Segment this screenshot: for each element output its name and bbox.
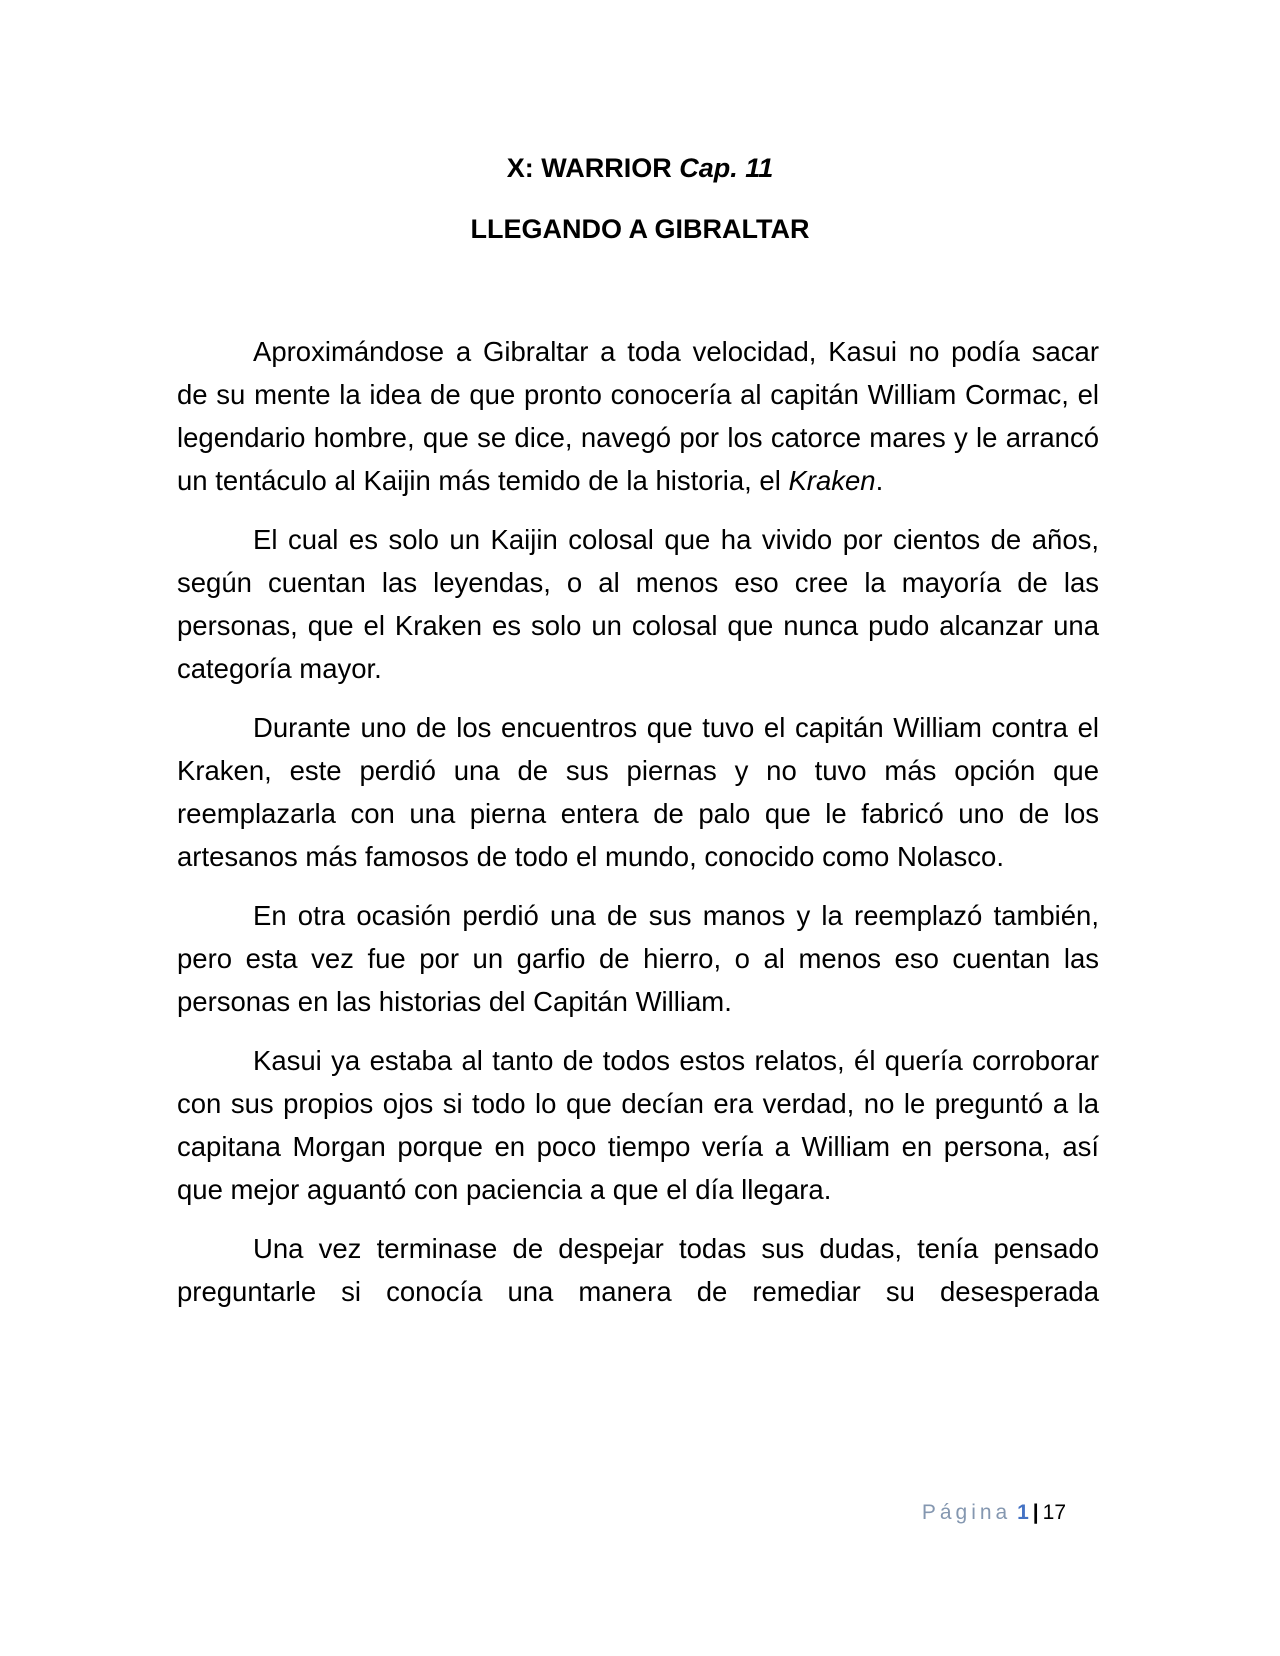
chapter-title: [0, 151, 1280, 185]
page-total: 17: [1042, 1501, 1066, 1524]
paragraph-1: Aproximándose a Gibraltar a toda velocidad, Kasui no podía sacar de su mente la idea de que pronto conocería al capitán William Cormac, el legendario hombre, que se dice, navegó por los catorce mares y le arrancó un tentáculo al Kaijin más temido de la historia, el Kraken.: [177, 336, 1099, 496]
paragraph-2: El cual es solo un Kaijin colosal que ha vivido por cientos de años, según cuentan las leyendas, o al menos eso cree la mayoría de las personas, que el Kraken es solo un colosal que nunca pudo alcanzar una categoría mayor.: [177, 524, 1099, 684]
paragraph-4: En otra ocasión perdió una de sus manos y la reemplazó también, pero esta vez fue por un garfio de hierro, o al menos eso cuentan las personas en las historias del Capitán William.: [177, 900, 1099, 1017]
book-title: X: WARRIOR: [506, 153, 672, 183]
paragraph-6: Una vez terminase de despejar todas sus dudas, tenía pensado preguntarle si conocía una manera de remediar su desesperada: [177, 1233, 1099, 1307]
chapter-body: [177, 330, 1099, 1313]
page-separator: |: [1032, 1501, 1039, 1524]
paragraph-3: Durante uno de los encuentros que tuvo el capitán William contra el Kraken, este perdió una de sus piernas y no tuvo más opción que reemplazarla con una pierna entera de palo que le fabricó uno de los artesanos más famosos de todo el mundo, conocido como Nolasco.: [177, 712, 1099, 872]
chapter-subtitle: LLEGANDO A GIBRALTAR: [470, 214, 810, 244]
page-number: 1: [1017, 1501, 1029, 1524]
paragraph-5: Kasui ya estaba al tanto de todos estos relatos, él quería corroborar con sus propios ojos si todo lo que decían era verdad, no le preguntó a la capitana Morgan porque en poco tiempo vería a William en persona, así que mejor aguantó con paciencia a que el día llegara.: [177, 1045, 1099, 1205]
page-footer: [922, 1500, 1066, 1526]
kraken-italic: Kraken: [788, 465, 876, 496]
chapter-number: Cap. 11: [679, 153, 774, 183]
page-label: Página: [921, 1501, 1012, 1524]
